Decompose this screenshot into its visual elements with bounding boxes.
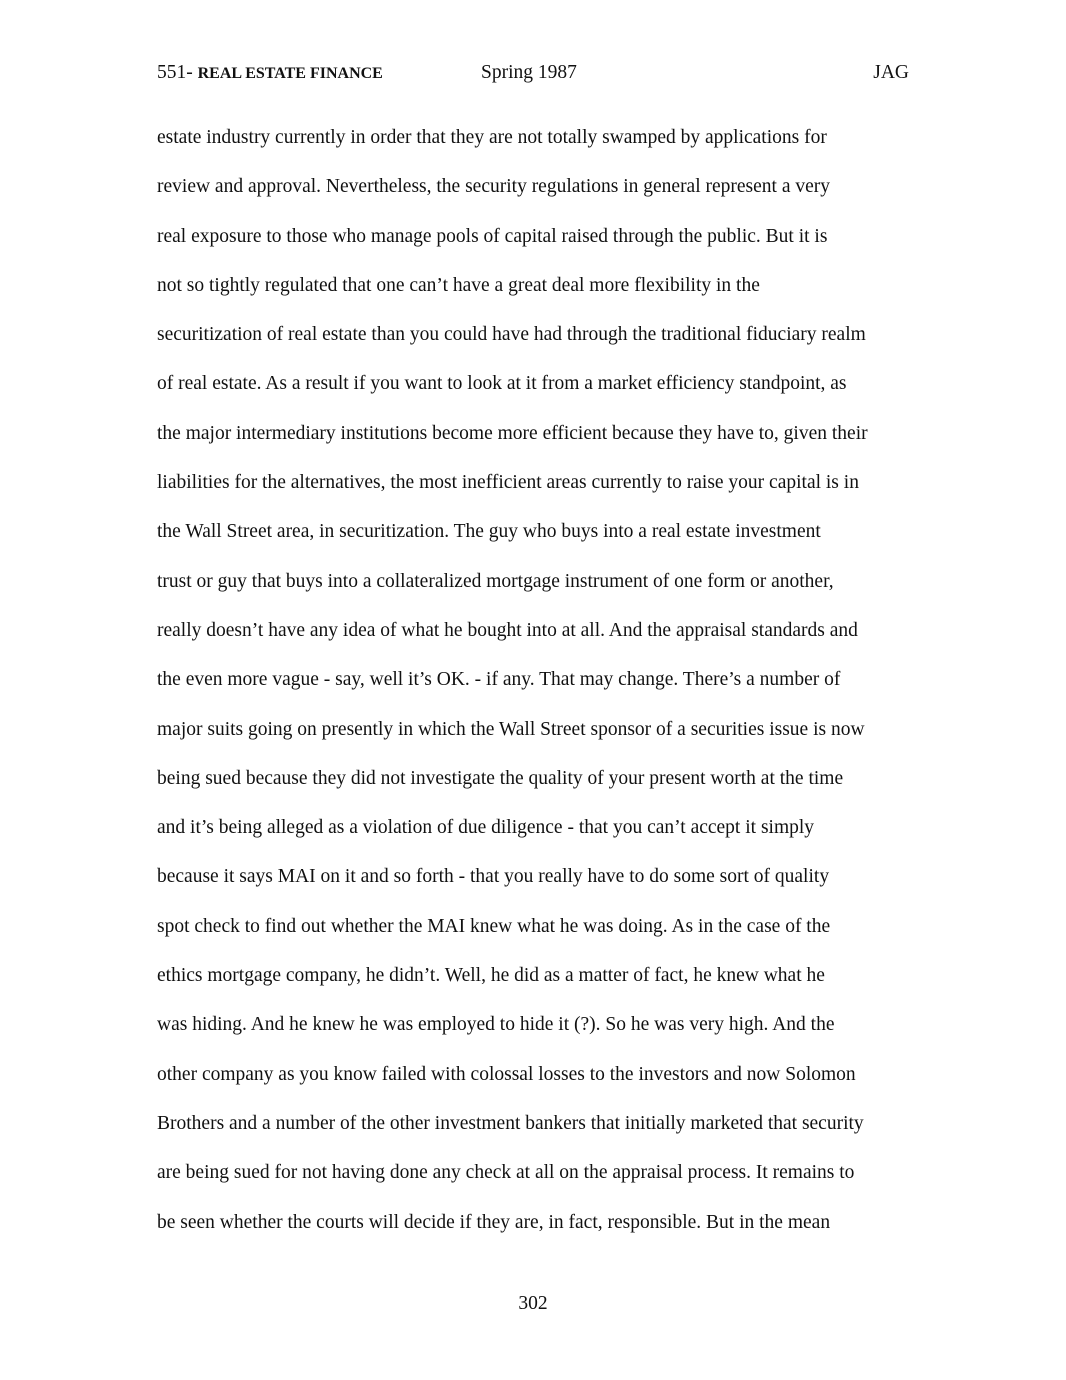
text-line: are being sued for not having done any check at all on the appraisal process. It remains to xyxy=(157,1162,855,1184)
text-line: other company as you know failed with colossal losses to the investors and now Solomon xyxy=(157,1063,856,1085)
text-line: the even more vague - say, well it’s OK. - if any. That may change. There’s a number of xyxy=(157,669,841,691)
text-line: the major intermediary institutions become more efficient because they have to, given their xyxy=(157,422,868,444)
body-text xyxy=(157,124,917,1258)
text-line: be seen whether the courts will decide if they are, in fact, responsible. But in the mean xyxy=(157,1211,831,1233)
text-line: ethics mortgage company, he didn’t. Well, he did as a matter of fact, he knew what he xyxy=(157,965,825,987)
text-line: trust or guy that buys into a collateralized mortgage instrument of one form or another, xyxy=(157,570,834,592)
text-line: was hiding. And he knew he was employed to hide it (?). So he was very high. And the xyxy=(157,1014,835,1036)
course-number: 551- xyxy=(157,62,193,83)
page-number: 302 xyxy=(518,1293,548,1314)
course-title: REAL ESTATE FINANCE xyxy=(197,65,383,82)
text-line: the Wall Street area, in securitization. The guy who buys into a real estate investment xyxy=(157,521,821,543)
text-line: estate industry currently in order that they are not totally swamped by applications for xyxy=(157,127,827,148)
text-line: because it says MAI on it and so forth - that you really have to do some sort of quality xyxy=(157,866,830,888)
page-header xyxy=(157,62,909,92)
term-label: Spring 1987 xyxy=(481,62,577,83)
text-line: and it’s being alleged as a violation of due diligence - that you can’t accept it simply xyxy=(157,817,815,839)
text-line: being sued because they did not investigate the quality of your present worth at the time xyxy=(157,767,844,789)
text-line: Brothers and a number of the other investment bankers that initially marketed that security xyxy=(157,1112,864,1134)
text-line: real exposure to those who manage pools of capital raised through the public. But it is xyxy=(157,225,828,247)
text-line: really doesn’t have any idea of what he bought into at all. And the appraisal standards and xyxy=(157,619,858,641)
text-line: of real estate. As a result if you want to look at it from a market efficiency standpoint, as xyxy=(157,373,847,395)
text-line: spot check to find out whether the MAI knew what he was doing. As in the case of the xyxy=(157,915,831,937)
text-line: not so tightly regulated that one can’t have a great deal more flexibility in the xyxy=(157,274,760,296)
course-heading xyxy=(157,62,383,84)
text-line: liabilities for the alternatives, the most inefficient areas currently to raise your capital is in xyxy=(157,472,859,494)
text-line: review and approval. Nevertheless, the security regulations in general represent a very xyxy=(157,176,831,198)
text-line: major suits going on presently in which the Wall Street sponsor of a securities issue is now xyxy=(157,718,865,740)
text-line: securitization of real estate than you could have had through the traditional fiduciary realm xyxy=(157,324,866,346)
author-initials: JAG xyxy=(873,62,909,83)
